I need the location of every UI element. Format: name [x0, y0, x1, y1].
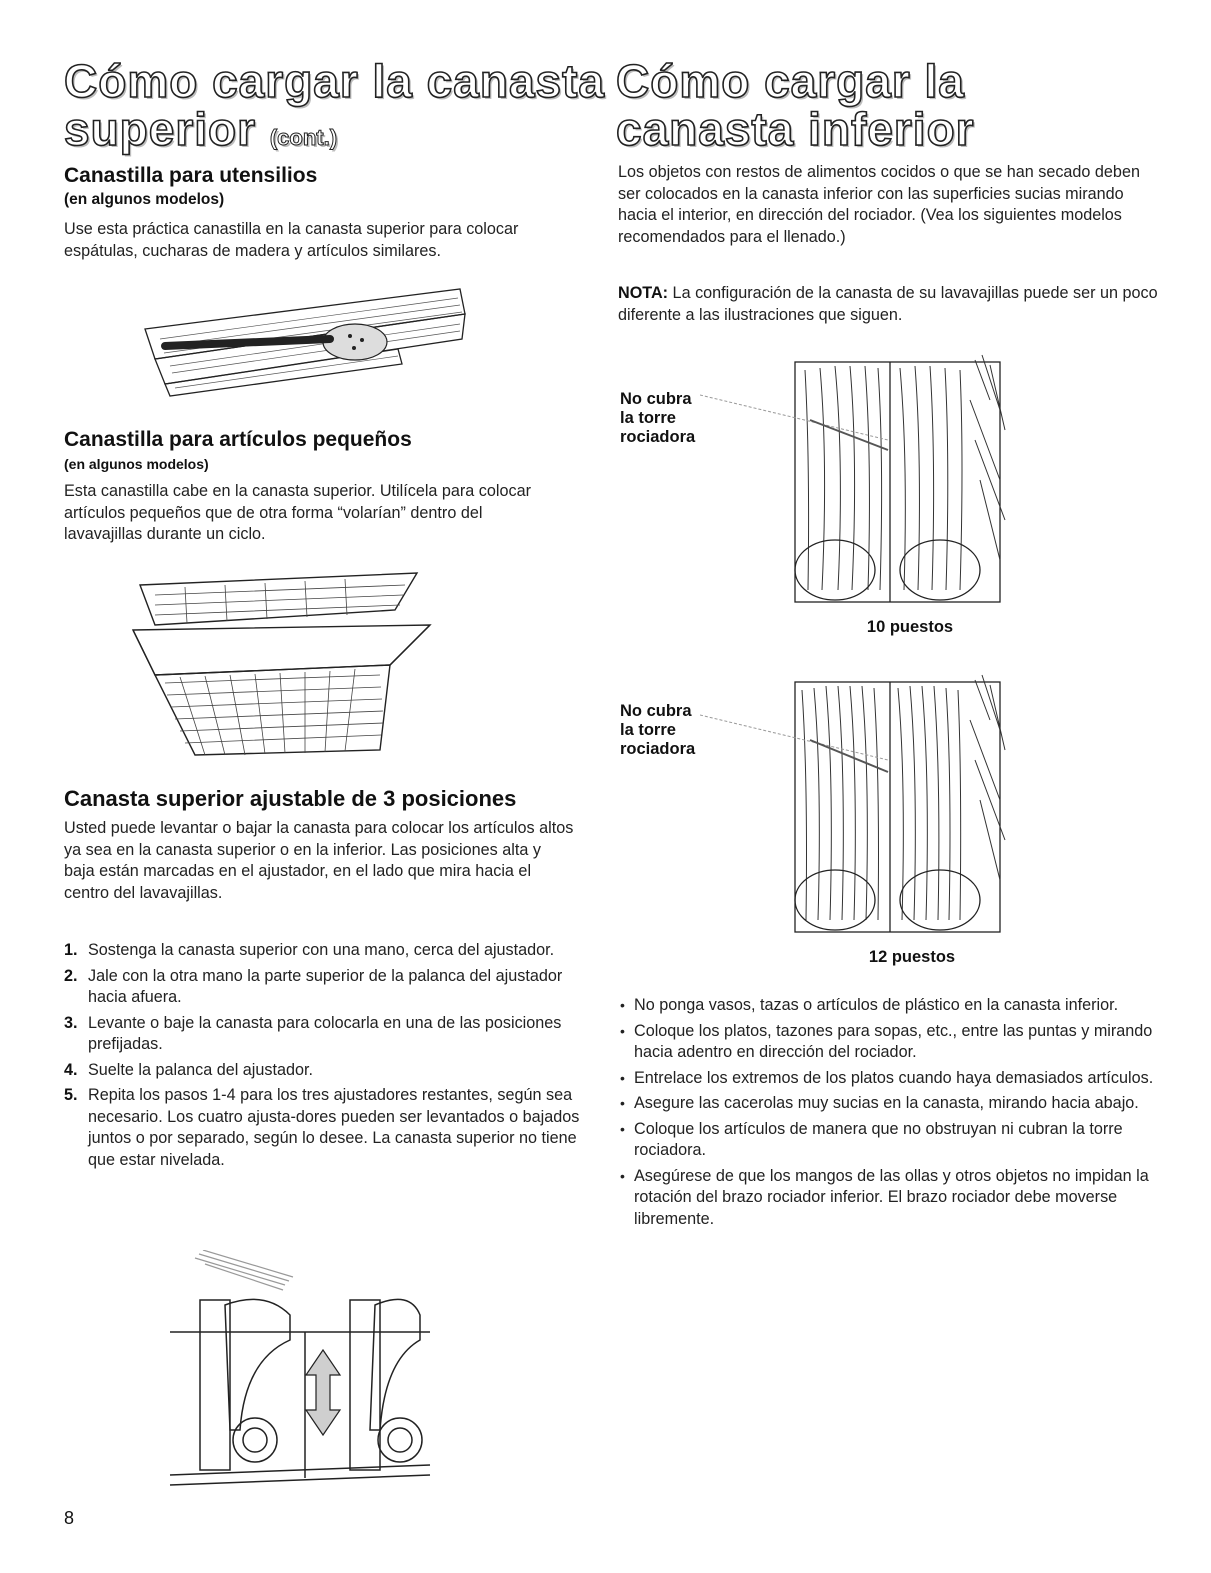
- step-text: Suelte la palanca del ajustador.: [88, 1060, 313, 1079]
- adjustable-heading: Canasta superior ajustable de 3 posiciones: [64, 786, 517, 811]
- step-text: Jale con la otra mano la parte superior de la palanca del ajustador hacia afuera.: [88, 966, 563, 1006]
- figure2-label-line3: rociadora: [620, 740, 696, 758]
- small-items-heading: Canastilla para artículos pequeños: [64, 428, 412, 451]
- left-title-cont: (cont.): [269, 125, 338, 150]
- utensil-subheading: (en algunos modelos): [64, 191, 225, 208]
- step-text: Sostenga la canasta superior con una mano, cerca del ajustador.: [88, 941, 555, 959]
- step-number: 4.: [64, 1060, 78, 1079]
- step-item: [64, 1013, 584, 1056]
- small-items-basket-illustration: [125, 565, 435, 760]
- step-number: 3.: [64, 1013, 78, 1032]
- tip-item: • No ponga vasos, tazas o artículos de plástico en la canasta inferior.: [618, 995, 1158, 1017]
- step-text: Repita los pasos 1-4 para los tres ajustadores restantes, según sea necesario. Los cuatro ajusta-dores pueden ser levantados o bajados juntos o por separado, según lo desee. La canasta superior no tiene que estar nivelada.: [88, 1086, 580, 1169]
- figure1-label-line2: la torre: [620, 409, 676, 427]
- left-title-line2: superior: [64, 103, 257, 155]
- figure1-label-line1: No cubra: [620, 390, 692, 408]
- right-title-line2: canasta inferior: [616, 103, 975, 155]
- lower-rack-12-settings-illustration: [700, 660, 1040, 945]
- lower-rack-intro: Los objetos con restos de alimentos cocidos o que se han secado deben ser colocados en la canasta inferior con las superficies sucias mirando hacia el interior, en dirección del rociador. (Vea los siguientes modelos recomendados para el llenado.): [618, 163, 1140, 246]
- tip-item: • Coloque los platos, tazones para sopas, etc., entre las puntas y mirando hacia adentro en dirección del rociador.: [618, 1021, 1158, 1064]
- step-text: Levante o baje la canasta para colocarla en una de las posiciones prefijadas.: [88, 1013, 562, 1053]
- note-label: NOTA:: [618, 284, 669, 302]
- tip-item: • Asegúrese de que los mangos de las ollas y otros objetos no impidan la rotación del brazo rociador inferior. El brazo rociador debe moverse libremente.: [618, 1166, 1158, 1231]
- adjustable-body: Usted puede levantar o bajar la canasta para colocar los artículos altos ya sea en la canasta superior o en la inferior. Las posiciones alta y baja están marcadas en el ajustador, en el lado que mira hacia el centro del lavavajillas.: [64, 819, 574, 902]
- tip-item: • Entrelace los extremos de los platos cuando haya demasiados artículos.: [618, 1068, 1158, 1090]
- left-title-line1: Cómo cargar la canasta: [64, 55, 606, 107]
- right-page-title: [616, 55, 975, 155]
- figure2-label-line2: la torre: [620, 721, 676, 739]
- right-title-line1: Cómo cargar la: [616, 55, 965, 107]
- lower-rack-tips: [618, 995, 1158, 1234]
- rack-adjuster-illustration: [165, 1250, 435, 1495]
- figure1-caption: 10 puestos: [866, 618, 954, 636]
- figure2-label-line1: No cubra: [620, 702, 692, 720]
- tip-item: • Asegure las cacerolas muy sucias en la canasta, mirando hacia abajo.: [618, 1093, 1158, 1115]
- small-items-body: Esta canastilla cabe en la canasta superior. Utilícela para colocar artículos pequeños que de otra forma “volarían” dentro del lavavajillas durante un ciclo.: [64, 482, 531, 543]
- lower-rack-10-settings-illustration: [700, 340, 1040, 615]
- lower-rack-note: [618, 283, 1158, 326]
- figure1-label-line3: rociadora: [620, 428, 696, 446]
- step-item: [64, 966, 584, 1009]
- figure2-label: [620, 702, 695, 759]
- figure1-label: [620, 390, 695, 447]
- utensil-heading: Canastilla para utensilios: [64, 164, 318, 187]
- tip-item: • Coloque los artículos de manera que no obstruyan ni cubran la torre rociadora.: [618, 1119, 1158, 1162]
- step-number: 1.: [64, 941, 78, 959]
- step-item: [64, 1085, 584, 1171]
- utensil-body: Use esta práctica canastilla en la canasta superior para colocar espátulas, cucharas de madera y artículos similares.: [64, 220, 519, 260]
- adjustable-steps: [64, 940, 584, 1175]
- utensil-basket-illustration: [140, 284, 470, 399]
- page-number: 8: [64, 1508, 75, 1528]
- step-number: 2.: [64, 966, 78, 985]
- step-item: [64, 940, 584, 962]
- small-items-subheading: (en algunos modelos): [64, 456, 209, 472]
- step-number: 5.: [64, 1086, 78, 1104]
- note-text: La configuración de la canasta de su lavavajillas puede ser un poco diferente a las ilustraciones que siguen.: [618, 284, 1158, 324]
- figure2-caption: 12 puestos: [868, 948, 956, 966]
- left-page-title: [64, 55, 606, 161]
- step-item: [64, 1060, 584, 1082]
